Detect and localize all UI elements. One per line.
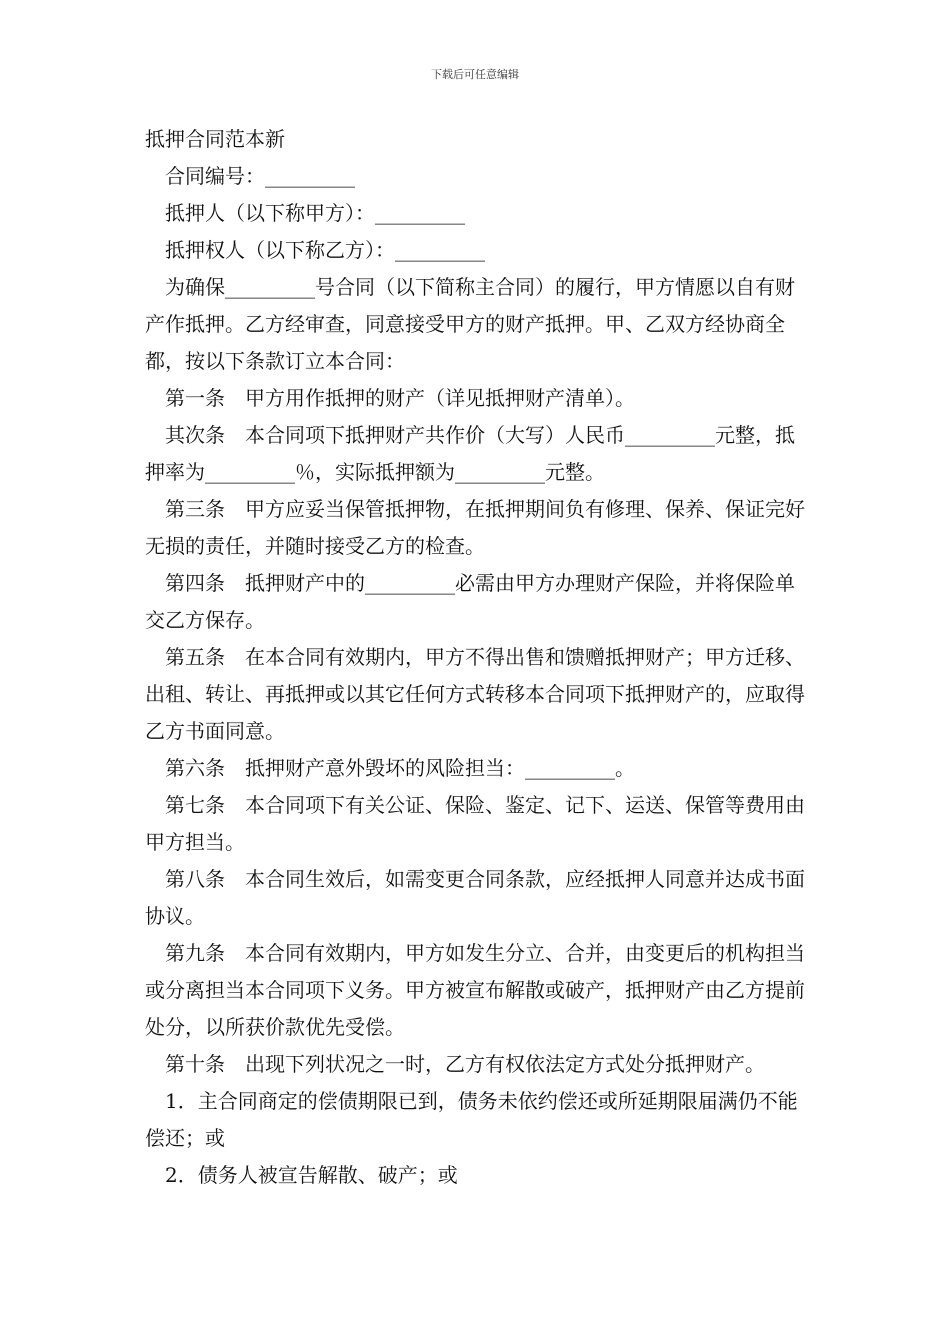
- preamble-paragraph: 为确保_________号合同（以下简称主合同）的履行，甲方情愿以自有财产作抵押。乙方经审查，同意接受甲方的财产抵押。甲、乙双方经协商全都，按以下条款订立本合同：: [145, 275, 795, 373]
- list-item-1: 1．主合同商定的偿债期限已到，债务未依约偿还或所延期限届满仍不能偿还；或: [145, 1089, 798, 1150]
- article-1: 第一条 甲方用作抵押的财产（详见抵押财产清单）。: [165, 386, 635, 410]
- mortgagor-line: 抵押人（以下称甲方）：_________: [165, 201, 465, 225]
- document-title: 抵押合同范本新: [145, 127, 285, 151]
- article-4: 第四条 抵押财产中的_________必需由甲方办理财产保险，并将保险单交乙方保存。: [145, 571, 795, 632]
- article-2: 其次条 本合同项下抵押财产共作价（大写）人民币_________元整，抵押率为_________％，实际抵押额为_________元整。: [145, 423, 795, 484]
- article-3: 第三条 甲方应妥当保管抵押物，在抵押期间负有修理、保养、保证完好无损的责任，并随时接受乙方的检查。: [145, 497, 805, 558]
- article-9: 第九条 本合同有效期内，甲方如发生分立、合并，由变更后的机构担当或分离担当本合同项下义务。甲方被宣布解散或破产，抵押财产由乙方提前处分，以所获价款优先受偿。: [145, 941, 805, 1039]
- contract-number-line: 合同编号：_________: [165, 164, 355, 188]
- article-7: 第七条 本合同项下有关公证、保险、鉴定、记下、运送、保管等费用由甲方担当。: [145, 793, 805, 854]
- contract-body: [145, 121, 807, 1194]
- article-8: 第八条 本合同生效后，如需变更合同条款，应经抵押人同意并达成书面协议。: [145, 867, 805, 928]
- article-10: 第十条 出现下列状况之一时，乙方有权依法定方式处分抵押财产。: [165, 1052, 765, 1076]
- article-5: 第五条 在本合同有效期内，甲方不得出售和馈赠抵押财产；甲方迁移、出租、转让、再抵押或以其它任何方式转移本合同项下抵押财产的，应取得乙方书面同意。: [145, 645, 805, 743]
- article-6: 第六条 抵押财产意外毁坏的风险担当：_________。: [165, 756, 635, 780]
- list-item-2: 2．债务人被宣告解散、破产；或: [165, 1163, 458, 1187]
- mortgagee-line: 抵押权人（以下称乙方）：_________: [165, 238, 485, 262]
- header-note: 下载后可任意编辑: [431, 68, 519, 81]
